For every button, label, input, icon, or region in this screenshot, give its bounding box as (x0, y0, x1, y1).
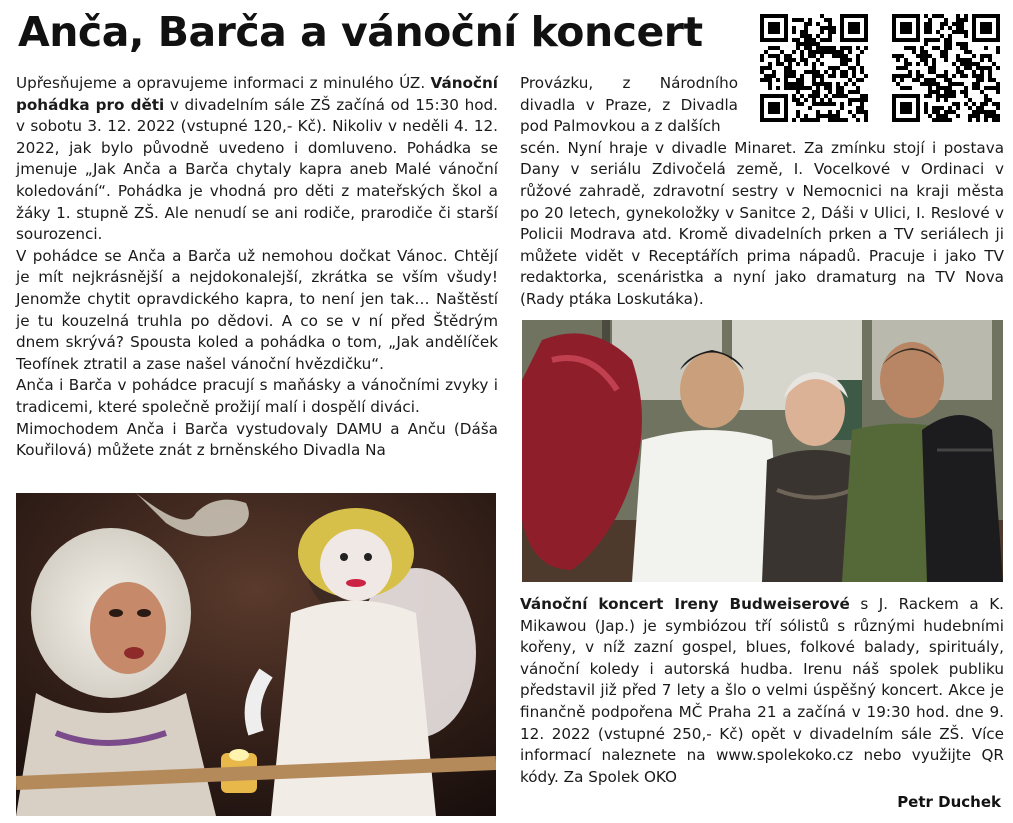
fairytale-details: v divadelním sále ZŠ začíná od 15:30 hod. v sobotu 3. 12. 2022 (vstupné 120,- Kč). Nikoliv v neděli 4. 12. 2022, jak bylo původně uvedeno i domluveno. Pohádka se jmenuje „Jak Anča a Barča chytaly kapra aneb Malé vánoční koledování“. Pohádka je vhodná pro děti z mateřských škol a žáky 1. stupně ZŠ. Ale nenudí se ani rodiče, prarodiče či starší sourozenci. (16, 95, 498, 244)
left-column (16, 73, 498, 462)
paragraph-career: scén. Nyní hraje v divadle Minaret. Za zmínku stojí i postava Dany v seriálu Zdivočelá země, I. Vocelkové v Ordinaci v růžové zahradě, zdravotní sestry v Nemocnici na kraji města po 20 letech, gynekoložky v Sanitce 2, Dáši v Ulici, I. Reslové v Policii Modrava atd. Kromě divadelních prken a TV seriálech ji můžete vidět v Receptářích prima nápadů. Pracuje i jako TV redaktorka, scenáristka a nyní jako dramaturg na TV Nova (Rady ptáka Loskutáka). (520, 138, 1004, 308)
event-name-fairytale: Vánoční pohádka pro děti (16, 74, 498, 114)
paragraph-actress: Mimochodem Anča i Barča vystudovaly DAMU a Anču (Dáša Kouřilová) můžete znát z brněnského Divadla Na (16, 419, 498, 460)
musicians-photo (522, 320, 1003, 582)
intro-text: Upřesňujeme a opravujeme informaci z minulého ÚZ. (16, 74, 431, 92)
puppet-show-photo (16, 493, 496, 816)
musicians-illustration (522, 320, 1003, 582)
paragraph-concert (520, 594, 1004, 788)
right-column-bottom (520, 594, 1004, 788)
right-column-top (520, 73, 1004, 311)
paragraph-intro (16, 73, 498, 246)
paragraph-story: V pohádce se Anča a Barča už nemohou dočkat Vánoc. Chtějí je mít nejkrásnější a nejdokonalejší, zkrátka se vším všudy! Jenomže chytit opravdického kapra, to není jen tak… Naštěstí je tu kouzelná truhla po dědovi. A co se v ní před Štědrým dnem skrývá? Spousta koled a pohádka o tom, „Jak andělíček Teofínek ztratil a zase našel vánoční hvězdičku“. (16, 246, 498, 373)
author-name: Petr Duchek (897, 793, 1001, 811)
event-name-concert: Vánoční koncert Ireny Budweiserové (520, 595, 850, 613)
paragraph-puppets: Anča i Barča v pohádce pracují s maňásky a vánočními zvyky i tradicemi, které společně prožijí malí i dospělí diváci. (16, 376, 498, 416)
paragraph-theaters-narrow: Provázku, z Národního divadla v Praze, z Divadla pod Palmovkou a z dalších (520, 74, 738, 136)
article-title: Anča, Barča a vánoční koncert (18, 8, 703, 56)
concert-details: s J. Rackem a K. Mikawou (Jap.) je symbiózou tří sólistů s různými hudebními kořeny, v níž zazní gospel, blues, folkové balady, spirituály, vánoční koledy i autorská hudba. Irenu náš spolek publiku představil již před 7 lety a šlo o velmi úspěšný koncert. Akce je finančně podpořena MČ Praha 21 a začíná v 19:30 hod. dne 9. 12. 2022 (vstupné 250,- Kč) opět v divadelním sále ZŠ. Více informací naleznete na www.spolekoko.cz nebo využijte QR kódy. Za Spolek OKO (520, 595, 1004, 786)
puppet-show-illustration (16, 493, 496, 816)
